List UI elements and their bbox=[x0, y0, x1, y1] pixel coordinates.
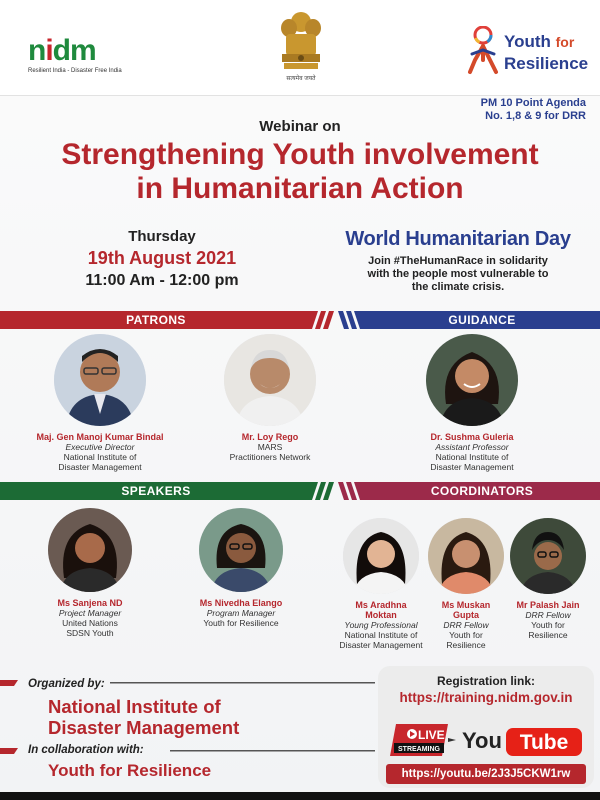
section-patrons: PATRONS bbox=[0, 311, 312, 329]
event-date-block bbox=[22, 228, 302, 290]
person-org: MARS bbox=[257, 442, 283, 452]
y4r-line1: Youth for bbox=[504, 32, 575, 51]
band-stripe-icon bbox=[338, 482, 364, 500]
person-name: Mr Palash Jain bbox=[516, 600, 580, 610]
person-name: Ms Muskan Gupta bbox=[441, 600, 491, 620]
section-speakers: SPEAKERS bbox=[0, 482, 312, 500]
person-org: Resilience bbox=[528, 630, 568, 640]
organizer-name: National Institute of Disaster Management bbox=[48, 696, 240, 738]
whd-heading: World Humanitarian Day bbox=[345, 228, 571, 250]
collab-name: Youth for Resilience bbox=[48, 761, 212, 780]
person-role: Young Professional bbox=[344, 620, 418, 630]
band-stripe-icon bbox=[338, 311, 364, 329]
section-coordinators: COORDINATORS bbox=[364, 482, 600, 500]
y4r-figure-icon bbox=[466, 26, 500, 78]
event-title: Strengthening Youth involvement in Humanitarian Action bbox=[61, 138, 539, 205]
streaming-text: STREAMING bbox=[398, 746, 440, 753]
guidance-card bbox=[392, 334, 552, 472]
person-org: National Institute of bbox=[344, 630, 418, 640]
y4r-line2: Resilience bbox=[504, 54, 589, 73]
nidm-logo bbox=[28, 36, 120, 82]
collab-label: In collaboration with: bbox=[28, 744, 144, 756]
person-org: SDSN Youth bbox=[66, 628, 114, 638]
person-org: Disaster Management bbox=[58, 462, 142, 472]
band-stripe-icon bbox=[312, 482, 338, 500]
avatar bbox=[54, 334, 146, 426]
youth-for-resilience-logo bbox=[466, 26, 591, 82]
person-org: Resilience bbox=[446, 640, 486, 650]
nidm-tagline: Resilient India - Disaster Free India bbox=[28, 68, 122, 74]
youtube-tube-text: Tube bbox=[519, 731, 569, 754]
live-youtube-banner bbox=[386, 718, 586, 762]
bottom-bar bbox=[0, 792, 600, 800]
person-name: Maj. Gen Manoj Kumar Bindal bbox=[36, 432, 164, 442]
person-name: Dr. Sushma Guleria bbox=[430, 432, 514, 442]
speaker-card bbox=[176, 508, 306, 628]
person-name: Ms Aradhna Moktan bbox=[355, 600, 407, 620]
person-role: Program Manager bbox=[206, 608, 276, 618]
whd-text: Join #TheHumanRace in solidarity with the people most vulnerable to the climate crisis. bbox=[367, 255, 549, 293]
person-org: National Institute of bbox=[63, 452, 137, 462]
coordinator-card bbox=[326, 518, 436, 650]
avatar bbox=[199, 508, 283, 592]
person-org: Youth for bbox=[449, 630, 483, 640]
pm-agenda: PM 10 Point Agenda No. 1,8 & 9 for DRR bbox=[480, 97, 586, 122]
emblem-motto: सत्यमेव जयते bbox=[286, 76, 316, 82]
person-org: United Nations bbox=[62, 618, 118, 628]
header-band bbox=[0, 0, 600, 96]
avatar bbox=[343, 518, 419, 594]
person-role: DRR Fellow bbox=[443, 620, 489, 630]
section-guidance: GUIDANCE bbox=[364, 311, 600, 329]
webinar-kicker: Webinar on bbox=[259, 118, 341, 135]
person-name: Mr. Loy Rego bbox=[241, 432, 299, 442]
person-org: Practitioners Network bbox=[229, 452, 311, 462]
person-org: Disaster Management bbox=[430, 462, 514, 472]
person-role: DRR Fellow bbox=[525, 610, 571, 620]
avatar bbox=[426, 334, 518, 426]
coordinator-card bbox=[506, 518, 590, 640]
band-stripe-icon bbox=[312, 311, 338, 329]
person-name: Ms Nivedha Elango bbox=[199, 598, 283, 608]
patron-card bbox=[200, 334, 340, 462]
patron-card bbox=[20, 334, 180, 472]
person-org: National Institute of bbox=[435, 452, 509, 462]
person-org: Youth for bbox=[531, 620, 565, 630]
event-date: 19th August 2021 bbox=[87, 248, 237, 268]
youtube-link[interactable]: https://youtu.be/2J3J5CKW1rw bbox=[386, 764, 586, 784]
organizer-block bbox=[0, 668, 375, 788]
person-role: Executive Director bbox=[65, 442, 135, 452]
person-role: Project Manager bbox=[58, 608, 122, 618]
person-role: Assistant Professor bbox=[435, 442, 509, 452]
speaker-card bbox=[30, 508, 150, 638]
avatar bbox=[48, 508, 132, 592]
registration-heading: Registration link: bbox=[436, 674, 535, 688]
avatar bbox=[224, 334, 316, 426]
registration-link[interactable]: https://training.nidm.gov.in bbox=[399, 690, 573, 705]
coordinator-card bbox=[424, 518, 508, 650]
avatar bbox=[510, 518, 586, 594]
organized-by-label: Organized by: bbox=[28, 678, 105, 690]
person-name: Ms Sanjena ND bbox=[57, 598, 123, 608]
registration-panel bbox=[378, 666, 594, 788]
world-humanitarian-day bbox=[318, 228, 598, 294]
person-org: Youth for Resilience bbox=[203, 618, 279, 628]
live-text: LIVE bbox=[418, 728, 445, 742]
person-org: Disaster Management bbox=[339, 640, 423, 650]
event-day: Thursday bbox=[128, 228, 196, 245]
avatar bbox=[428, 518, 504, 594]
event-time: 11:00 Am - 12:00 pm bbox=[85, 272, 239, 289]
youtube-you-text: You bbox=[462, 728, 502, 753]
nidm-wordmark: nidm bbox=[28, 34, 96, 67]
national-emblem-icon bbox=[272, 8, 330, 86]
